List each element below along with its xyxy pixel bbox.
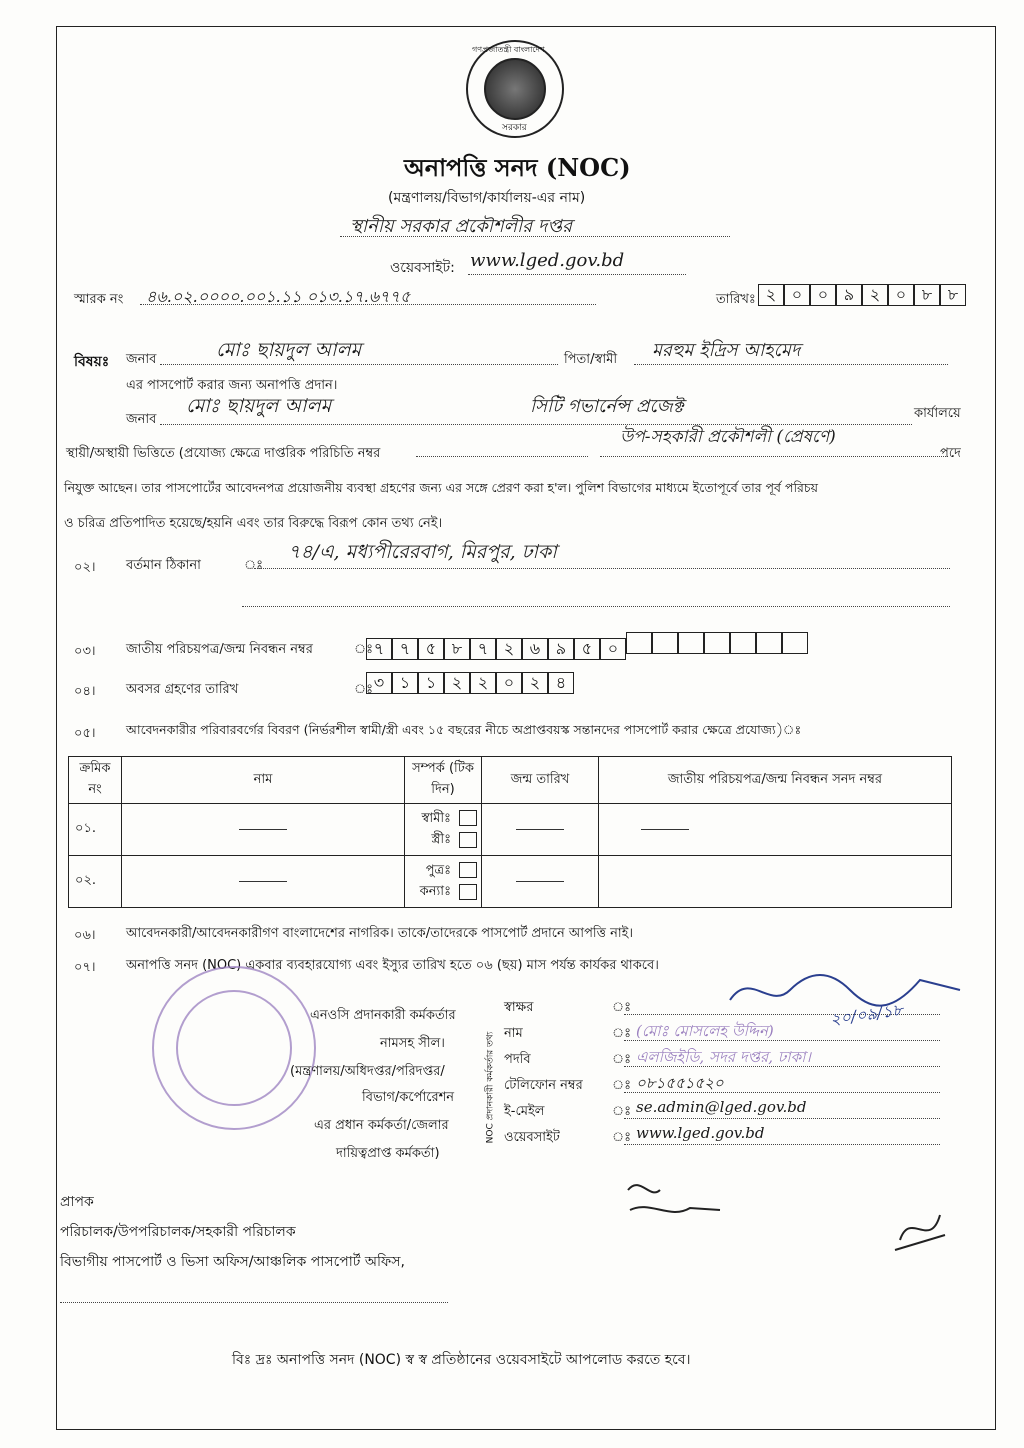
sign-date: ২০/০৯/১৮ — [828, 1000, 904, 1030]
nid-boxes — [366, 632, 808, 660]
digit-box: ৫ — [574, 638, 600, 660]
date-digit: ৯ — [836, 284, 862, 306]
officer-line-2: নামসহ সীল। — [380, 1036, 445, 1051]
officer-field-label: টেলিফোন নম্বর — [504, 1078, 583, 1093]
officer-field-label: ই-মেইল — [504, 1104, 545, 1119]
address-value: ৭৪/এ, মধ্যপীরেরবাগ, মিরপুর, ঢাকা — [288, 541, 557, 563]
date-digit: ৮ — [914, 284, 940, 306]
date-boxes — [758, 284, 966, 306]
officer-field-value: এলজিইডি, সদর দপ্তর, ঢাকা। — [636, 1048, 811, 1066]
website-value: www.lged.gov.bd — [470, 250, 625, 271]
digit-box: ২ — [522, 672, 548, 694]
validity-text: অনাপত্তি সনদ (NOC) একবার ব্যবহারযোগ্য এবং ইস্যুর তারিখ হতে ০৬ (ছয়) মাস পর্যন্ত কার্যকর থাকবে। — [126, 958, 659, 973]
applicant-name: মোঃ ছায়দুল আলম — [216, 339, 362, 361]
retire-date-boxes — [366, 672, 574, 694]
officer-field-value: ০৮১৫৫১৫২০ — [636, 1074, 724, 1092]
wife-checkbox[interactable] — [459, 832, 477, 848]
officer-line-6: দায়িত্বপ্রাপ্ত কর্মকর্তা) — [336, 1146, 440, 1161]
officer-line-3: (মন্ত্রণালয়/অধিদপ্তর/পরিদপ্তর/ — [290, 1064, 445, 1079]
table-row — [69, 856, 952, 908]
seal-top-text: গণপ্রজাতন্ত্রী বাংলাদেশ — [472, 45, 545, 54]
son-checkbox[interactable] — [459, 862, 477, 878]
digit-box — [652, 632, 678, 654]
seal-bottom-text: সরকার — [502, 123, 527, 133]
item-number-07: ০৭। — [74, 960, 96, 975]
colon: ঃ — [354, 682, 374, 697]
nid-cell — [599, 804, 952, 856]
colon: ঃ — [612, 1078, 632, 1093]
digit-box: ৫ — [418, 638, 444, 660]
father-name: মরহুম ইদ্রিস আহমেদ — [652, 340, 801, 361]
website-label: ওয়েবসাইট: — [390, 260, 455, 276]
col-serial: ক্রমিক নং — [69, 757, 122, 804]
date-digit: ০ — [888, 284, 914, 306]
colon: ঃ — [612, 1104, 632, 1119]
table-row — [69, 804, 952, 856]
col-name: নাম — [122, 757, 405, 804]
officer-field-label: স্বাক্ষর — [504, 1000, 534, 1015]
officer-signature — [720, 960, 970, 1020]
memo-label: স্মারক নং — [74, 292, 124, 307]
item-number-05: ০৫। — [74, 726, 96, 741]
document-title: অনাপত্তি সনদ (NOC) — [404, 153, 631, 182]
document-subtitle: (মন্ত্রণালয়/বিভাগ/কার্যালয়-এর নাম) — [388, 190, 586, 206]
digit-box: ৪ — [548, 672, 574, 694]
colon: ঃ — [612, 1052, 632, 1067]
government-seal — [466, 40, 564, 138]
item-number-02: ০২। — [74, 560, 96, 575]
colon: ঃ — [612, 1130, 632, 1145]
digit-box — [730, 632, 756, 654]
subject-line4: স্থায়ী/অস্থায়ী ভিত্তিতে (প্রযোজ্য ক্ষেত্রে দাপ্তরিক পরিচিতি নম্বর — [66, 446, 381, 461]
digit-box — [678, 632, 704, 654]
family-label: আবেদনকারীর পরিবারবর্গের বিবরণ (নির্ভরশীল স্বামী/স্ত্রী এবং ১৫ বছরের নীচে অপ্রাপ্তবয়স্ক সন্তানদের পাসপোর্ট করার ক্ষেত্রে প্রযোজ্য)ঃ — [126, 722, 802, 737]
pade-label: পদে — [940, 446, 961, 461]
date-digit: ২ — [758, 284, 784, 306]
relation-cell — [405, 856, 482, 908]
officer-field-value: se.admin@lged.gov.bd — [636, 1098, 807, 1116]
digit-box: ৬ — [522, 638, 548, 660]
subject-label: বিষয়ঃ — [74, 354, 110, 370]
digit-box: ৯ — [548, 638, 574, 660]
retire-label: অবসর গ্রহণের তারিখ — [126, 682, 239, 697]
col-relation: সম্পর্ক (টিক দিন) — [405, 757, 482, 804]
recipient-label: প্রাপক — [60, 1194, 94, 1210]
colon: ঃ — [354, 642, 374, 657]
digit-box: ২ — [444, 672, 470, 694]
margin-signature — [890, 1200, 950, 1260]
footer-note: বিঃ দ্রঃ অনাপত্তি সনদ (NOC) স্ব স্ব প্রতিষ্ঠানের ওয়েবসাইটে আপলোড করতে হবে। — [232, 1352, 691, 1368]
digit-box: ২ — [470, 672, 496, 694]
digit-box — [626, 632, 652, 654]
project-office: সিটি গভার্নেন্স প্রজেক্ট — [530, 396, 684, 417]
relation-option: স্বামীঃ — [421, 810, 451, 826]
relation-option: স্ত্রীঃ — [431, 831, 451, 847]
colon: ঃ — [612, 1026, 632, 1041]
item-number-03: ০৩। — [74, 644, 96, 659]
subject-line2: এর পাসপোর্ট করার জন্য অনাপত্তি প্রদান। — [126, 378, 338, 393]
digit-box: ৩ — [366, 672, 392, 694]
husband-checkbox[interactable] — [459, 810, 477, 826]
officer-vertical-note: NOC প্রদানকারী কর্মকর্তার তথ্য — [485, 1031, 496, 1144]
digit-box — [756, 632, 782, 654]
date-digit: ০ — [810, 284, 836, 306]
row-serial: ০২. — [69, 856, 122, 908]
nid-label: জাতীয় পরিচয়পত্র/জন্ম নিবন্ধন নম্বর — [126, 642, 313, 657]
digit-box: ৮ — [444, 638, 470, 660]
officer-line-1: এনওসি প্রদানকারী কর্মকর্তার — [310, 1008, 456, 1023]
office-round-stamp — [152, 966, 316, 1130]
memo-value: ৪৬.০২.০০০০.০০১.১১ ০১৩.১৭.৬৭৭৫ — [146, 287, 411, 306]
digit-box — [704, 632, 730, 654]
officer-field-value: www.lged.gov.bd — [636, 1124, 765, 1142]
subject-para1: নিযুক্ত আছেন। তার পাসপোর্টের আবেদনপত্র প্রয়োজনীয় ব্যবস্থা গ্রহণের জন্য এর সঙ্গে প্রেরণ করা হ'ল। পুলিশ বিভাগের মাধ্যমে ইতোপূর্বে তার পূর্ব পরিচয় — [64, 480, 819, 495]
citizen-text: আবেদনকারী/আবেদনকারীগণ বাংলাদেশের নাগরিক। তাকে/তাদেরকে পাসপোর্ট প্রদানে আপত্তি নাই। — [126, 926, 634, 941]
officer-line-5: এর প্রধান কর্মকর্তা/জেলার — [314, 1118, 449, 1133]
relation-option: কন্যাঃ — [419, 883, 451, 899]
name-cell — [122, 804, 405, 856]
digit-box: ৭ — [392, 638, 418, 660]
digit-box: ৭ — [470, 638, 496, 660]
officer-field-label: ওয়েবসাইট — [504, 1130, 560, 1145]
initial-signature — [620, 1170, 730, 1230]
address-label: বর্তমান ঠিকানা — [126, 558, 201, 573]
date-label: তারিখঃ — [716, 292, 756, 307]
date-digit: ০ — [784, 284, 810, 306]
date-digit: ২ — [862, 284, 888, 306]
date-digit: ৮ — [940, 284, 966, 306]
digit-box: ১ — [418, 672, 444, 694]
janab-label: জনাব — [126, 352, 157, 367]
officer-field-label: নাম — [504, 1026, 523, 1041]
item-number-04: ০৪। — [74, 684, 96, 699]
col-dob: জন্ম তারিখ — [482, 757, 599, 804]
dob-cell — [482, 804, 599, 856]
digit-box: ০ — [496, 672, 522, 694]
officer-line-4: বিভাগ/কর্পোরেশন — [362, 1090, 455, 1105]
subject-para2: ও চরিত্র প্রতিপাদিত হয়েছে/হয়নি এবং তার বিরুদ্ধে বিরূপ কোন তথ্য নেই। — [64, 516, 443, 531]
nid-cell — [599, 856, 952, 908]
name-cell — [122, 856, 405, 908]
relation-option: পুত্রঃ — [425, 862, 451, 878]
relation-cell — [405, 804, 482, 856]
officer-field-value: (মোঃ মোসলেহ উদ্দিন) — [636, 1022, 774, 1040]
colon: ঃ — [244, 558, 264, 573]
colon: ঃ — [612, 1000, 632, 1015]
col-nid: জাতীয় পরিচয়পত্র/জন্ম নিবন্ধন সনদ নম্বর — [599, 757, 952, 804]
digit-box: ২ — [496, 638, 522, 660]
designation: উপ-সহকারী প্রকৌশলী (প্রেষণে) — [620, 427, 836, 447]
karyalaye-label: কার্যালয়ে — [914, 406, 961, 421]
dob-cell — [482, 856, 599, 908]
daughter-checkbox[interactable] — [459, 884, 477, 900]
digit-box: ১ — [392, 672, 418, 694]
digit-box: ৭ — [366, 638, 392, 660]
recipient-line-2: বিভাগীয় পাসপোর্ট ও ভিসা অফিস/আঞ্চলিক পাসপোর্ট অফিস, — [60, 1254, 405, 1270]
officer-field-label: পদবি — [504, 1052, 531, 1067]
father-label: পিতা/স্বামী — [564, 352, 618, 367]
applicant-name-2: মোঃ ছায়দুল আলম — [186, 395, 332, 417]
digit-box — [782, 632, 808, 654]
item-number-06: ০৬। — [74, 928, 96, 943]
janab2-label: জনাব — [126, 412, 157, 427]
row-serial: ০১. — [69, 804, 122, 856]
family-table — [68, 756, 952, 908]
recipient-line-1: পরিচালক/উপপরিচালক/সহকারী পরিচালক — [60, 1224, 296, 1240]
office-name: স্থানীয় সরকার প্রকৌশলীর দপ্তর — [350, 216, 572, 237]
digit-box: ০ — [600, 638, 626, 660]
